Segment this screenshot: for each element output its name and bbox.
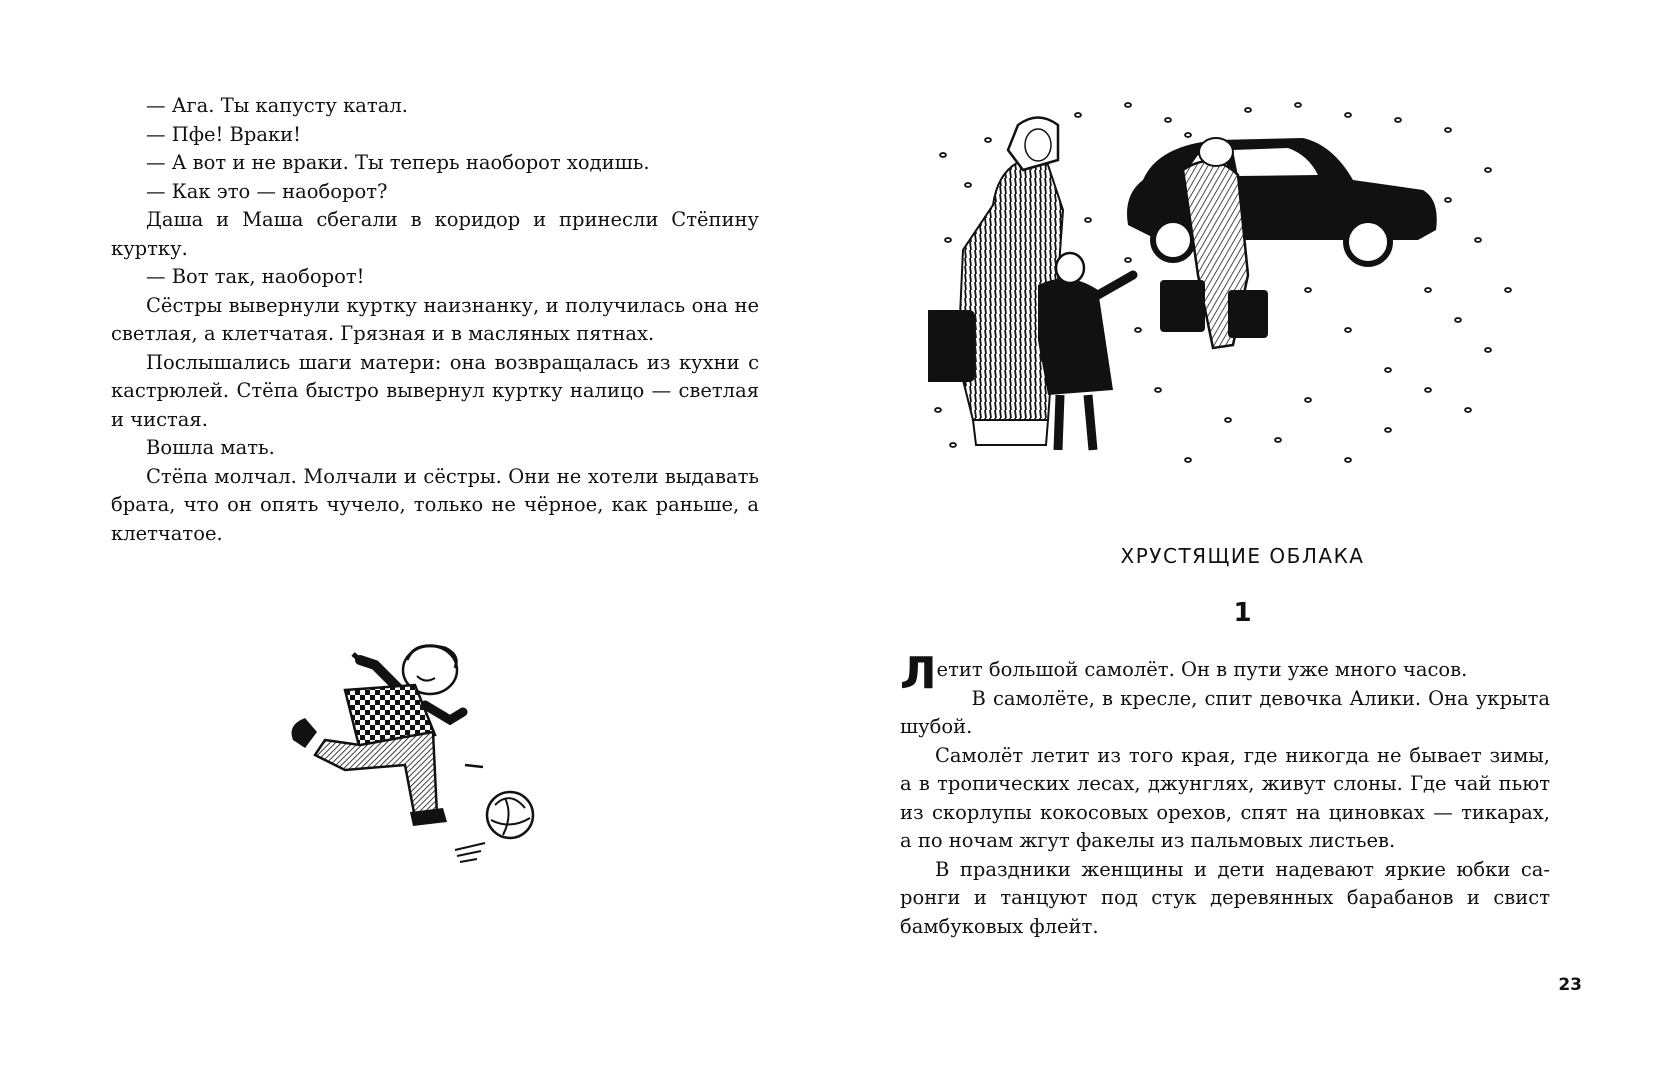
paragraph: — А вот и не враки. Ты теперь наоборот ходишь. (146, 151, 650, 174)
paragraph: В праздники женщины и дети надевают яркие юбки саронги и танцуют под стук деревянных барабанов и свист бамбуковых флейт. (900, 857, 1550, 938)
paragraph: Стёпа молчал. Молчали и сёстры. Они не хотели выдавать брата, что он опять чучело, только не чёрное, как раньше, а клетчатое. (111, 464, 759, 545)
paragraph: Вошла мать. (146, 436, 275, 459)
paragraph: Сёстры вывернули куртку наизнанку, и получилась она не светлая, а клетчатая. Грязная и в масляных пятнах. (111, 293, 759, 345)
first-paragraph-text: етит большой самолёт. Он в пути уже много часов. (936, 658, 1468, 681)
chapter-number: 1 (1233, 598, 1252, 628)
running-boy-illustration (285, 640, 595, 900)
paragraph: — Ага. Ты капусту катал. (146, 94, 408, 117)
drop-cap: Л (900, 648, 935, 699)
snowy-street-illustration (928, 90, 1528, 490)
paragraph: Послышались шаги матери: она возвращалась из кухни с кастрюлей. Стёпа быстро вывернул куртку налицо — светлая и чистая. (111, 350, 759, 431)
paragraph: — Вот так, наоборот! (146, 265, 365, 288)
page-number: 23 (1558, 975, 1582, 995)
right-page-text (900, 648, 1550, 941)
left-page-text (111, 92, 759, 548)
paragraph: — Пфе! Враки! (146, 122, 302, 146)
paragraph: — Как это — наоборот? (146, 179, 388, 203)
first-paragraph (900, 648, 1550, 699)
left-page (0, 0, 828, 1080)
right-page (828, 0, 1657, 1080)
chapter-title: ХРУСТЯЩИЕ ОБЛАКА (1120, 544, 1365, 568)
paragraph: В самолёте, в кресле, спит девочка Алики. Она укрыта шубой. (900, 686, 1550, 738)
paragraph: Самолёт летит из того края, где никогда не бывает зимы, а в тропических лесах, джунглях, живут слоны. Где чай пьют из скорлупы кокосовых орехов, спят на циновках — тикарах, а по ночам жгут факелы из пальмовых листьев. (900, 743, 1550, 852)
paragraph: Даша и Маша сбегали в коридор и принесли Стёпину куртку. (111, 208, 759, 260)
